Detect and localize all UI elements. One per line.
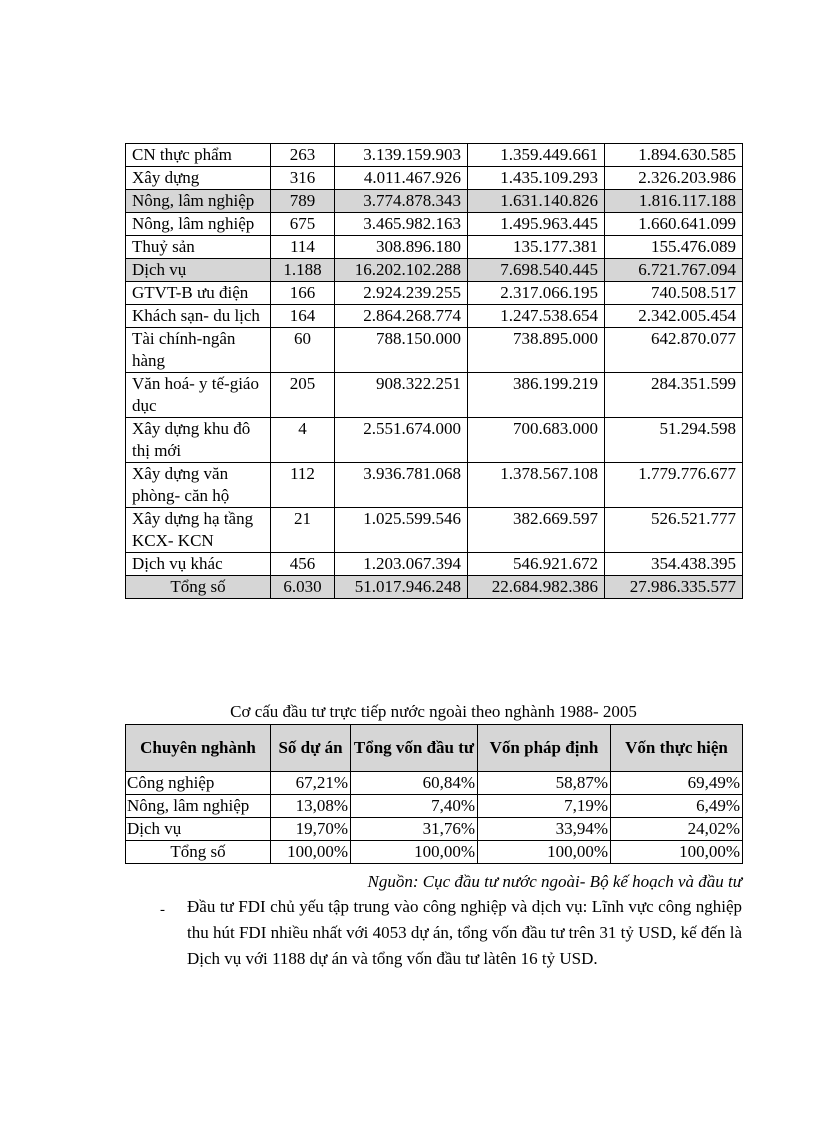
total-capital-cell: 2.864.268.774 bbox=[335, 305, 468, 328]
table-row bbox=[126, 328, 743, 373]
structure-table bbox=[125, 724, 743, 864]
realized-capital-cell: 1.894.630.585 bbox=[605, 144, 743, 167]
project-count-cell: 316 bbox=[271, 167, 335, 190]
legal-capital-cell: 738.895.000 bbox=[468, 328, 605, 373]
project-count-cell: 263 bbox=[271, 144, 335, 167]
total-row bbox=[126, 841, 743, 864]
legal-capital-share-cell: 7,19% bbox=[478, 795, 611, 818]
sector-investment-table bbox=[125, 143, 743, 599]
table-row bbox=[126, 305, 743, 328]
total-capital-cell: 3.936.781.068 bbox=[335, 463, 468, 508]
total-capital-share-cell: 31,76% bbox=[351, 818, 478, 841]
bullet-paragraph: Đầu tư FDI chủ yếu tập trung vào công nghiệp và dịch vụ: Lĩnh vực công nghiệp thu hút FDI nhiều nhất với 4053 dự án, tổng vốn đầu tư trên 31 tỷ USD, kế đến là Dịch vụ với 1188 dự án và tổng vốn đầu tư làtên 16 tỷ USD. bbox=[187, 897, 742, 968]
table-row bbox=[126, 772, 743, 795]
legal-capital-cell: 700.683.000 bbox=[468, 418, 605, 463]
realized-capital-share-cell: 69,49% bbox=[611, 772, 743, 795]
column-header: Số dự án bbox=[271, 725, 351, 772]
project-share-cell: 100,00% bbox=[271, 841, 351, 864]
total-capital-cell: 2.551.674.000 bbox=[335, 418, 468, 463]
table-row bbox=[126, 373, 743, 418]
legal-capital-cell: 135.177.381 bbox=[468, 236, 605, 259]
project-share-cell: 19,70% bbox=[271, 818, 351, 841]
legal-capital-cell: 1.359.449.661 bbox=[468, 144, 605, 167]
header-row bbox=[126, 725, 743, 772]
realized-capital-share-cell: 24,02% bbox=[611, 818, 743, 841]
legal-capital-share-cell: 100,00% bbox=[478, 841, 611, 864]
sector-name-cell: CN thực phẩm bbox=[126, 144, 271, 167]
realized-capital-cell: 284.351.599 bbox=[605, 373, 743, 418]
project-count-cell: 675 bbox=[271, 213, 335, 236]
realized-capital-cell: 526.521.777 bbox=[605, 508, 743, 553]
sector-name-cell: Xây dựng bbox=[126, 167, 271, 190]
realized-capital-cell: 51.294.598 bbox=[605, 418, 743, 463]
table-row bbox=[126, 418, 743, 463]
realized-capital-share-cell: 6,49% bbox=[611, 795, 743, 818]
structure-caption: Cơ cấu đầu tư trực tiếp nước ngoài theo nghành 1988- 2005 bbox=[230, 702, 637, 721]
legal-capital-cell: 386.199.219 bbox=[468, 373, 605, 418]
sector-name-cell: Nông, lâm nghiệp bbox=[126, 213, 271, 236]
total-capital-cell: 4.011.467.926 bbox=[335, 167, 468, 190]
column-header: Tổng vốn đầu tư bbox=[351, 725, 478, 772]
total-row bbox=[126, 576, 743, 599]
realized-capital-cell: 740.508.517 bbox=[605, 282, 743, 305]
sector-name-cell: Dịch vụ bbox=[126, 259, 271, 282]
realized-capital-cell: 2.342.005.454 bbox=[605, 305, 743, 328]
sector-name-cell: Công nghiệp bbox=[126, 772, 271, 795]
table-row bbox=[126, 553, 743, 576]
source-note: Nguồn: Cục đầu tư nước ngoài- Bộ kế hoạch và đầu tư bbox=[367, 872, 742, 891]
legal-capital-cell: 1.247.538.654 bbox=[468, 305, 605, 328]
realized-capital-cell: 155.476.089 bbox=[605, 236, 743, 259]
project-share-cell: 67,21% bbox=[271, 772, 351, 795]
legal-capital-cell: 382.669.597 bbox=[468, 508, 605, 553]
total-capital-share-cell: 60,84% bbox=[351, 772, 478, 795]
sector-name-cell: Xây dựng khu đô thị mới bbox=[126, 418, 271, 463]
total-capital-cell: 3.465.982.163 bbox=[335, 213, 468, 236]
table-row bbox=[126, 795, 743, 818]
table-row bbox=[126, 236, 743, 259]
legal-capital-cell: 22.684.982.386 bbox=[468, 576, 605, 599]
legal-capital-cell: 546.921.672 bbox=[468, 553, 605, 576]
sector-name-cell: Văn hoá- y tế-giáo dục bbox=[126, 373, 271, 418]
structure-table-body bbox=[126, 725, 743, 864]
sector-name-cell: Khách sạn- du lịch bbox=[126, 305, 271, 328]
project-count-cell: 6.030 bbox=[271, 576, 335, 599]
table-row bbox=[126, 508, 743, 553]
total-capital-cell: 308.896.180 bbox=[335, 236, 468, 259]
total-capital-share-cell: 7,40% bbox=[351, 795, 478, 818]
sector-name-cell: Tài chính-ngân hàng bbox=[126, 328, 271, 373]
legal-capital-cell: 1.495.963.445 bbox=[468, 213, 605, 236]
sector-name-cell: Xây dựng hạ tầng KCX- KCN bbox=[126, 508, 271, 553]
realized-capital-cell: 642.870.077 bbox=[605, 328, 743, 373]
table-row bbox=[126, 259, 743, 282]
realized-capital-cell: 2.326.203.986 bbox=[605, 167, 743, 190]
legal-capital-share-cell: 33,94% bbox=[478, 818, 611, 841]
sector-name-cell: Dịch vụ khác bbox=[126, 553, 271, 576]
project-count-cell: 112 bbox=[271, 463, 335, 508]
table-row bbox=[126, 167, 743, 190]
realized-capital-cell: 1.816.117.188 bbox=[605, 190, 743, 213]
project-count-cell: 205 bbox=[271, 373, 335, 418]
project-count-cell: 789 bbox=[271, 190, 335, 213]
project-share-cell: 13,08% bbox=[271, 795, 351, 818]
realized-capital-cell: 1.660.641.099 bbox=[605, 213, 743, 236]
project-count-cell: 166 bbox=[271, 282, 335, 305]
sector-name-cell: GTVT-B ưu điện bbox=[126, 282, 271, 305]
project-count-cell: 114 bbox=[271, 236, 335, 259]
legal-capital-cell: 2.317.066.195 bbox=[468, 282, 605, 305]
legal-capital-share-cell: 58,87% bbox=[478, 772, 611, 795]
total-capital-cell: 788.150.000 bbox=[335, 328, 468, 373]
sector-investment-table-body bbox=[126, 144, 743, 599]
project-count-cell: 164 bbox=[271, 305, 335, 328]
sector-name-cell: Xây dựng văn phòng- căn hộ bbox=[126, 463, 271, 508]
project-count-cell: 1.188 bbox=[271, 259, 335, 282]
project-count-cell: 21 bbox=[271, 508, 335, 553]
table-row bbox=[126, 190, 743, 213]
table-row bbox=[126, 463, 743, 508]
total-capital-cell: 3.139.159.903 bbox=[335, 144, 468, 167]
total-label-cell: Tổng số bbox=[126, 576, 271, 599]
sector-name-cell: Nông, lâm nghiệp bbox=[126, 190, 271, 213]
column-header: Vốn thực hiện bbox=[611, 725, 743, 772]
column-header: Chuyên nghành bbox=[126, 725, 271, 772]
table-row bbox=[126, 818, 743, 841]
legal-capital-cell: 1.378.567.108 bbox=[468, 463, 605, 508]
total-capital-cell: 16.202.102.288 bbox=[335, 259, 468, 282]
sector-name-cell: Dịch vụ bbox=[126, 818, 271, 841]
project-count-cell: 456 bbox=[271, 553, 335, 576]
total-label-cell: Tổng số bbox=[126, 841, 271, 864]
project-count-cell: 4 bbox=[271, 418, 335, 463]
realized-capital-cell: 27.986.335.577 bbox=[605, 576, 743, 599]
bullet-mark: - bbox=[160, 902, 165, 918]
realized-capital-share-cell: 100,00% bbox=[611, 841, 743, 864]
sector-name-cell: Thuỷ sản bbox=[126, 236, 271, 259]
realized-capital-cell: 1.779.776.677 bbox=[605, 463, 743, 508]
total-capital-cell: 3.774.878.343 bbox=[335, 190, 468, 213]
legal-capital-cell: 7.698.540.445 bbox=[468, 259, 605, 282]
table-row bbox=[126, 144, 743, 167]
column-header: Vốn pháp định bbox=[478, 725, 611, 772]
total-capital-cell: 51.017.946.248 bbox=[335, 576, 468, 599]
total-capital-cell: 908.322.251 bbox=[335, 373, 468, 418]
table-row bbox=[126, 282, 743, 305]
project-count-cell: 60 bbox=[271, 328, 335, 373]
table-row bbox=[126, 213, 743, 236]
sector-name-cell: Nông, lâm nghiệp bbox=[126, 795, 271, 818]
total-capital-cell: 1.203.067.394 bbox=[335, 553, 468, 576]
total-capital-cell: 1.025.599.546 bbox=[335, 508, 468, 553]
realized-capital-cell: 354.438.395 bbox=[605, 553, 743, 576]
total-capital-share-cell: 100,00% bbox=[351, 841, 478, 864]
legal-capital-cell: 1.631.140.826 bbox=[468, 190, 605, 213]
legal-capital-cell: 1.435.109.293 bbox=[468, 167, 605, 190]
realized-capital-cell: 6.721.767.094 bbox=[605, 259, 743, 282]
total-capital-cell: 2.924.239.255 bbox=[335, 282, 468, 305]
